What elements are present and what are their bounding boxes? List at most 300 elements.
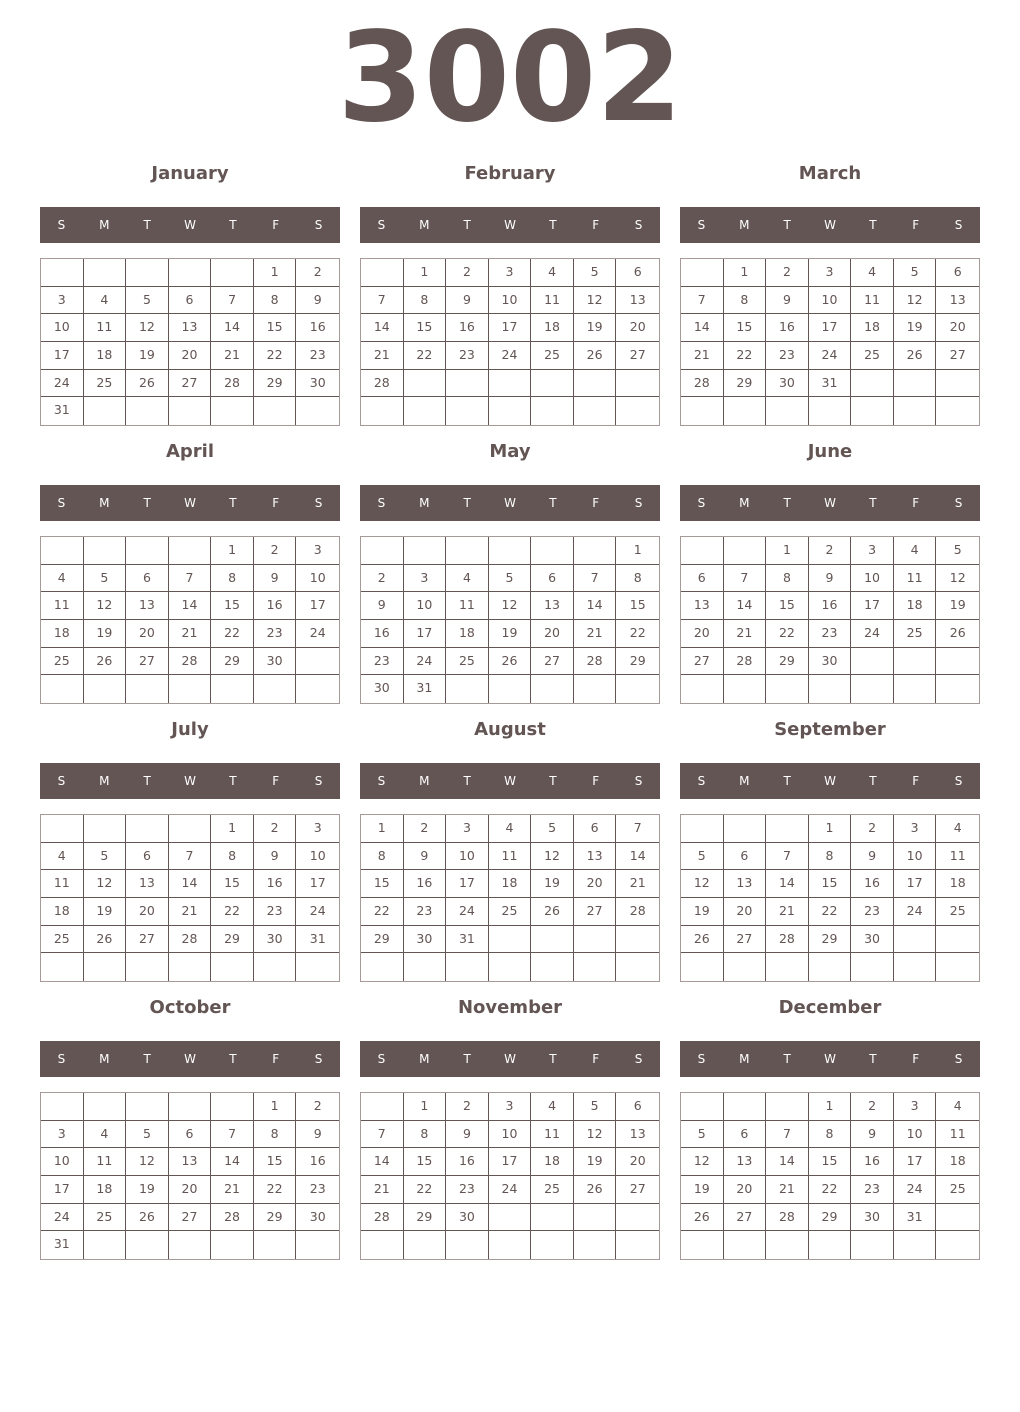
day-cell: 20 <box>574 870 617 898</box>
day-cell: 29 <box>361 926 404 954</box>
day-cell: 22 <box>766 620 809 648</box>
day-cell: 17 <box>296 870 339 898</box>
weekday-label: W <box>504 496 516 510</box>
day-cell <box>681 815 724 843</box>
day-cell: 4 <box>489 815 532 843</box>
weekday-label: F <box>592 774 600 788</box>
day-cell: 19 <box>126 342 169 370</box>
day-cell: 7 <box>766 843 809 871</box>
day-cell: 26 <box>574 342 617 370</box>
day-grid <box>360 1092 660 1260</box>
day-cell: 27 <box>169 1204 212 1232</box>
day-cell: 30 <box>254 926 297 954</box>
day-cell: 7 <box>169 565 212 593</box>
day-cell: 14 <box>169 592 212 620</box>
day-cell: 4 <box>41 565 84 593</box>
day-cell: 14 <box>361 1148 404 1176</box>
day-cell: 11 <box>894 565 937 593</box>
day-cell: 3 <box>489 259 532 287</box>
weekday-header-bar <box>360 763 660 799</box>
day-cell: 17 <box>41 1176 84 1204</box>
day-cell <box>254 1231 297 1259</box>
day-cell: 1 <box>766 537 809 565</box>
weekday-label: W <box>184 774 196 788</box>
day-cell: 12 <box>84 592 127 620</box>
day-cell <box>126 1231 169 1259</box>
day-cell <box>936 675 979 703</box>
day-cell: 6 <box>616 1093 659 1121</box>
day-cell: 21 <box>574 620 617 648</box>
day-cell: 5 <box>574 259 617 287</box>
day-cell <box>169 537 212 565</box>
weekday-label: M <box>739 218 750 232</box>
day-cell: 4 <box>531 1093 574 1121</box>
day-cell: 15 <box>404 314 447 342</box>
day-cell: 16 <box>766 314 809 342</box>
day-cell: 25 <box>84 370 127 398</box>
day-cell: 9 <box>254 843 297 871</box>
day-cell: 25 <box>894 620 937 648</box>
day-cell: 22 <box>809 1176 852 1204</box>
day-cell: 9 <box>296 287 339 315</box>
day-cell: 9 <box>361 592 404 620</box>
weekday-label: T <box>549 218 557 232</box>
day-cell: 21 <box>361 1176 404 1204</box>
day-cell: 23 <box>296 1176 339 1204</box>
day-cell: 20 <box>126 898 169 926</box>
day-cell: 9 <box>296 1121 339 1149</box>
day-cell: 3 <box>894 1093 937 1121</box>
day-cell: 28 <box>724 648 767 676</box>
weekday-label: T <box>549 496 557 510</box>
day-cell: 27 <box>616 1176 659 1204</box>
day-cell: 6 <box>724 843 767 871</box>
day-cell: 27 <box>531 648 574 676</box>
day-cell <box>724 953 767 981</box>
day-cell: 31 <box>446 926 489 954</box>
day-cell <box>169 397 212 425</box>
day-cell <box>489 675 532 703</box>
day-cell: 12 <box>531 843 574 871</box>
day-cell: 17 <box>851 592 894 620</box>
day-cell: 3 <box>489 1093 532 1121</box>
day-cell: 11 <box>41 870 84 898</box>
weekday-label: M <box>419 496 430 510</box>
day-cell: 29 <box>211 648 254 676</box>
day-cell <box>809 1231 852 1259</box>
day-cell: 28 <box>766 926 809 954</box>
day-cell: 20 <box>616 314 659 342</box>
day-cell <box>361 259 404 287</box>
day-cell <box>84 397 127 425</box>
day-cell <box>84 1231 127 1259</box>
day-cell: 9 <box>851 843 894 871</box>
day-cell: 30 <box>851 926 894 954</box>
day-cell: 20 <box>724 1176 767 1204</box>
day-cell: 23 <box>809 620 852 648</box>
weekday-label: T <box>783 218 791 232</box>
day-cell: 6 <box>681 565 724 593</box>
day-cell: 30 <box>404 926 447 954</box>
day-cell: 15 <box>361 870 404 898</box>
day-cell: 16 <box>851 1148 894 1176</box>
day-cell: 17 <box>296 592 339 620</box>
day-cell <box>766 815 809 843</box>
day-cell: 10 <box>296 843 339 871</box>
day-cell: 21 <box>169 898 212 926</box>
day-cell: 5 <box>574 1093 617 1121</box>
day-cell: 24 <box>296 620 339 648</box>
day-cell <box>126 675 169 703</box>
day-cell: 24 <box>489 1176 532 1204</box>
day-cell <box>126 259 169 287</box>
day-cell: 16 <box>404 870 447 898</box>
day-cell <box>489 537 532 565</box>
weekday-label: T <box>869 496 877 510</box>
day-cell: 23 <box>851 898 894 926</box>
day-cell <box>531 370 574 398</box>
weekday-label: S <box>57 1052 66 1066</box>
day-cell: 13 <box>169 1148 212 1176</box>
day-cell: 30 <box>446 1204 489 1232</box>
day-cell: 1 <box>254 259 297 287</box>
day-cell <box>681 397 724 425</box>
weekday-label: S <box>954 1052 963 1066</box>
day-cell <box>574 370 617 398</box>
day-cell: 3 <box>894 815 937 843</box>
weekday-label: S <box>377 1052 386 1066</box>
day-cell: 6 <box>126 565 169 593</box>
day-cell <box>126 815 169 843</box>
day-cell: 25 <box>531 342 574 370</box>
day-cell: 20 <box>724 898 767 926</box>
day-cell <box>126 953 169 981</box>
day-cell: 28 <box>766 1204 809 1232</box>
day-cell: 11 <box>851 287 894 315</box>
month-title: May <box>489 441 531 462</box>
month-title: February <box>464 163 556 184</box>
day-cell: 19 <box>574 1148 617 1176</box>
weekday-label: M <box>739 496 750 510</box>
weekday-label: W <box>824 218 836 232</box>
day-cell: 14 <box>616 843 659 871</box>
day-cell: 21 <box>361 342 404 370</box>
day-cell: 22 <box>361 898 404 926</box>
day-cell <box>681 537 724 565</box>
day-cell: 28 <box>169 648 212 676</box>
month-title: March <box>798 163 862 184</box>
weekday-label: T <box>783 774 791 788</box>
day-cell: 14 <box>766 870 809 898</box>
weekday-label: S <box>634 1052 643 1066</box>
day-cell <box>84 953 127 981</box>
day-cell: 11 <box>446 592 489 620</box>
day-grid <box>40 814 340 982</box>
day-cell <box>489 926 532 954</box>
day-cell <box>681 259 724 287</box>
day-cell: 6 <box>936 259 979 287</box>
weekday-label: T <box>869 218 877 232</box>
month-title: July <box>171 719 209 740</box>
day-cell: 16 <box>446 1148 489 1176</box>
day-grid <box>360 258 660 426</box>
day-grid <box>360 536 660 704</box>
weekday-header-bar <box>360 207 660 243</box>
day-cell: 26 <box>489 648 532 676</box>
day-cell <box>531 1204 574 1232</box>
day-cell: 15 <box>254 1148 297 1176</box>
day-cell: 29 <box>616 648 659 676</box>
day-cell: 28 <box>681 370 724 398</box>
day-cell: 16 <box>851 870 894 898</box>
day-cell: 17 <box>489 314 532 342</box>
day-cell: 14 <box>169 870 212 898</box>
day-cell: 23 <box>404 898 447 926</box>
day-cell: 13 <box>126 870 169 898</box>
day-cell <box>211 675 254 703</box>
day-cell: 3 <box>809 259 852 287</box>
day-cell: 17 <box>446 870 489 898</box>
day-cell: 7 <box>211 287 254 315</box>
day-cell: 19 <box>681 1176 724 1204</box>
day-cell: 26 <box>84 926 127 954</box>
day-cell: 6 <box>531 565 574 593</box>
weekday-label: W <box>184 496 196 510</box>
day-cell: 31 <box>404 675 447 703</box>
weekday-label: F <box>912 774 920 788</box>
day-cell: 9 <box>446 1121 489 1149</box>
day-cell <box>936 1231 979 1259</box>
day-cell: 30 <box>809 648 852 676</box>
day-cell: 2 <box>446 259 489 287</box>
day-cell <box>361 537 404 565</box>
weekday-label: M <box>739 774 750 788</box>
day-cell <box>296 953 339 981</box>
weekday-label: T <box>463 218 471 232</box>
day-cell: 22 <box>254 342 297 370</box>
day-cell: 10 <box>446 843 489 871</box>
day-cell: 27 <box>126 926 169 954</box>
day-cell <box>574 537 617 565</box>
day-cell: 5 <box>531 815 574 843</box>
day-cell: 25 <box>41 648 84 676</box>
day-cell: 12 <box>84 870 127 898</box>
day-cell: 16 <box>809 592 852 620</box>
day-cell <box>681 953 724 981</box>
day-cell: 31 <box>41 1231 84 1259</box>
day-cell: 30 <box>254 648 297 676</box>
day-cell: 22 <box>724 342 767 370</box>
day-cell <box>41 815 84 843</box>
day-cell: 28 <box>169 926 212 954</box>
day-cell <box>446 953 489 981</box>
weekday-label: T <box>869 1052 877 1066</box>
day-cell: 19 <box>489 620 532 648</box>
day-cell: 24 <box>809 342 852 370</box>
month-title: November <box>457 997 563 1018</box>
day-cell: 2 <box>809 537 852 565</box>
day-cell: 10 <box>894 1121 937 1149</box>
day-cell: 23 <box>254 898 297 926</box>
day-cell <box>169 1231 212 1259</box>
day-cell <box>169 815 212 843</box>
day-cell: 4 <box>894 537 937 565</box>
weekday-label: T <box>229 496 237 510</box>
day-grid <box>680 1092 980 1260</box>
day-cell: 26 <box>84 648 127 676</box>
weekday-header-bar <box>360 485 660 521</box>
day-cell: 14 <box>766 1148 809 1176</box>
weekday-header-bar <box>40 763 340 799</box>
day-cell: 18 <box>894 592 937 620</box>
day-cell <box>489 397 532 425</box>
month-title: December <box>778 997 882 1018</box>
day-cell: 18 <box>489 870 532 898</box>
day-cell: 24 <box>41 1204 84 1232</box>
weekday-header-bar <box>40 485 340 521</box>
day-cell <box>446 1231 489 1259</box>
day-cell: 1 <box>404 1093 447 1121</box>
weekday-label: M <box>99 1052 110 1066</box>
weekday-label: W <box>504 218 516 232</box>
day-cell: 18 <box>936 870 979 898</box>
day-cell: 14 <box>681 314 724 342</box>
day-cell: 12 <box>681 1148 724 1176</box>
weekday-label: F <box>272 496 280 510</box>
day-cell <box>169 953 212 981</box>
day-cell <box>724 1093 767 1121</box>
weekday-label: T <box>229 774 237 788</box>
day-cell: 10 <box>296 565 339 593</box>
day-cell: 15 <box>809 1148 852 1176</box>
day-cell: 10 <box>489 287 532 315</box>
day-cell: 2 <box>851 815 894 843</box>
day-cell: 9 <box>851 1121 894 1149</box>
weekday-label: S <box>954 496 963 510</box>
day-cell <box>894 648 937 676</box>
day-cell: 7 <box>724 565 767 593</box>
day-cell: 16 <box>254 870 297 898</box>
day-cell: 25 <box>936 898 979 926</box>
day-cell <box>361 1093 404 1121</box>
day-cell <box>574 953 617 981</box>
day-cell <box>616 1231 659 1259</box>
day-cell: 7 <box>681 287 724 315</box>
day-cell: 29 <box>809 926 852 954</box>
day-cell: 26 <box>574 1176 617 1204</box>
day-cell: 22 <box>809 898 852 926</box>
day-cell <box>404 370 447 398</box>
day-cell: 11 <box>936 843 979 871</box>
day-cell: 29 <box>254 1204 297 1232</box>
day-cell: 19 <box>84 898 127 926</box>
day-cell: 19 <box>126 1176 169 1204</box>
day-cell: 25 <box>446 648 489 676</box>
day-cell <box>616 953 659 981</box>
day-cell: 8 <box>404 1121 447 1149</box>
day-cell: 22 <box>211 620 254 648</box>
day-cell <box>936 926 979 954</box>
day-cell <box>681 675 724 703</box>
day-cell: 31 <box>41 397 84 425</box>
day-cell: 11 <box>489 843 532 871</box>
day-cell: 27 <box>724 926 767 954</box>
weekday-label: S <box>634 496 643 510</box>
day-cell: 23 <box>851 1176 894 1204</box>
day-cell <box>936 397 979 425</box>
day-cell: 26 <box>681 1204 724 1232</box>
day-cell: 11 <box>936 1121 979 1149</box>
day-cell <box>211 259 254 287</box>
day-cell <box>254 675 297 703</box>
day-cell: 7 <box>169 843 212 871</box>
day-cell: 19 <box>894 314 937 342</box>
day-cell: 28 <box>211 370 254 398</box>
day-cell: 22 <box>616 620 659 648</box>
day-grid <box>360 814 660 982</box>
day-cell: 18 <box>41 898 84 926</box>
day-cell <box>724 537 767 565</box>
day-cell: 19 <box>681 898 724 926</box>
day-cell <box>531 397 574 425</box>
weekday-label: S <box>634 218 643 232</box>
day-cell <box>851 953 894 981</box>
day-cell: 10 <box>809 287 852 315</box>
weekday-label: W <box>504 774 516 788</box>
day-cell: 12 <box>681 870 724 898</box>
day-cell: 28 <box>616 898 659 926</box>
day-cell: 30 <box>766 370 809 398</box>
day-cell: 22 <box>211 898 254 926</box>
day-cell: 6 <box>126 843 169 871</box>
day-cell: 31 <box>296 926 339 954</box>
day-cell <box>404 397 447 425</box>
day-cell: 24 <box>296 898 339 926</box>
day-cell <box>851 675 894 703</box>
day-cell: 26 <box>936 620 979 648</box>
day-cell: 2 <box>254 815 297 843</box>
day-cell: 10 <box>41 1148 84 1176</box>
day-cell: 10 <box>41 314 84 342</box>
day-cell <box>489 953 532 981</box>
day-cell <box>936 370 979 398</box>
day-cell: 7 <box>616 815 659 843</box>
weekday-label: W <box>824 496 836 510</box>
day-cell <box>361 953 404 981</box>
day-cell: 30 <box>296 1204 339 1232</box>
day-cell: 19 <box>531 870 574 898</box>
day-cell: 29 <box>404 1204 447 1232</box>
day-cell <box>361 1231 404 1259</box>
day-cell <box>681 1231 724 1259</box>
day-cell: 17 <box>489 1148 532 1176</box>
weekday-header-bar <box>40 1041 340 1077</box>
day-cell <box>84 259 127 287</box>
day-cell <box>489 370 532 398</box>
day-cell: 13 <box>574 843 617 871</box>
day-cell: 19 <box>936 592 979 620</box>
day-cell: 23 <box>254 620 297 648</box>
day-cell: 3 <box>851 537 894 565</box>
day-cell: 14 <box>574 592 617 620</box>
day-cell <box>574 926 617 954</box>
day-cell: 10 <box>851 565 894 593</box>
day-cell: 7 <box>211 1121 254 1149</box>
weekday-label: S <box>57 774 66 788</box>
day-cell: 26 <box>681 926 724 954</box>
day-cell: 24 <box>894 898 937 926</box>
month-title: April <box>165 441 215 462</box>
